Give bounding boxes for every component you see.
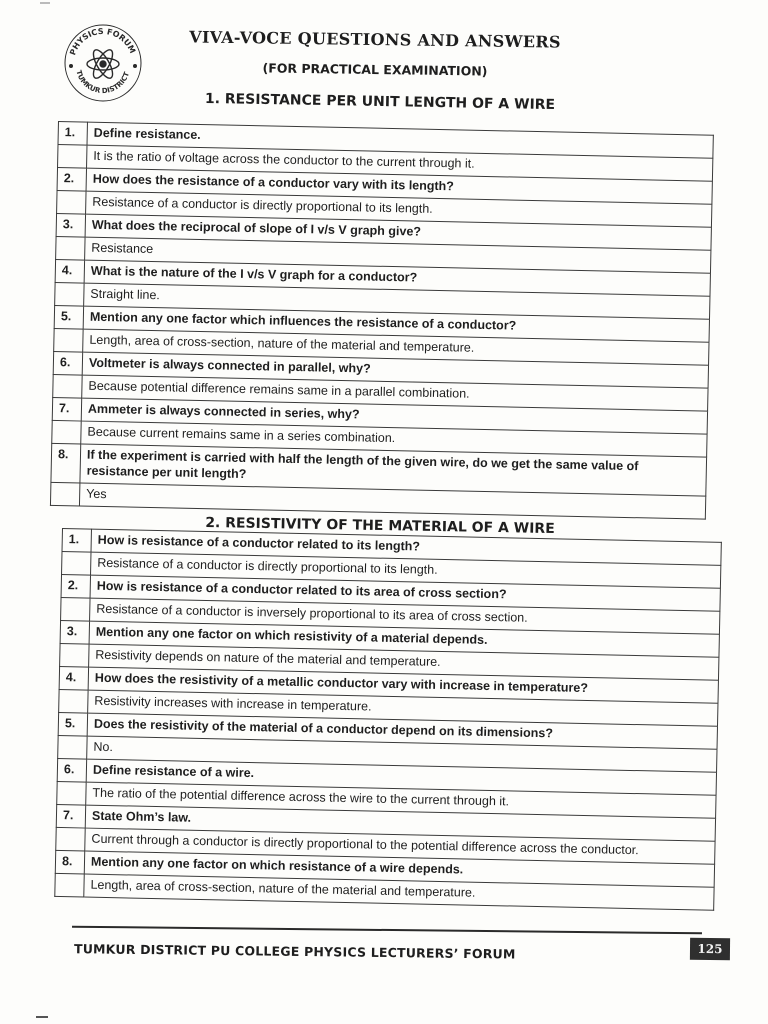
question-text: If the experiment is carried with half the length of the given wire, do we get the same value of resistance per unit length? <box>80 444 707 496</box>
question-text: Voltmeter is always connected in parallel, why? <box>82 352 708 388</box>
question-text: How is resistance of a conductor related to its area of cross section? <box>90 575 720 611</box>
question-number: 4. <box>59 666 88 690</box>
question-number: 5. <box>58 712 87 736</box>
question-text: Define resistance. <box>87 122 713 158</box>
page-number: 125 <box>690 938 730 960</box>
answer-text: Resistance of a conductor is inversely proportional to its area of cross section. <box>90 598 720 634</box>
question-text: How does the resistivity of a metallic conductor vary with increase in temperature? <box>88 667 718 703</box>
answer-text: Because potential difference remains same in a parallel combination. <box>82 375 708 411</box>
answer-text: No. <box>87 736 717 772</box>
section-title: 2. RESISTIVITY OF THE MATERIAL OF A WIRE <box>205 514 555 538</box>
page-title: VIVA-VOCE QUESTIONS AND ANSWERS <box>189 27 561 52</box>
answer-text: Resistance of a conductor is directly proportional to its length. <box>86 191 712 227</box>
section-title: 1. RESISTANCE PER UNIT LENGTH OF A WIRE <box>204 90 556 114</box>
question-number: 8. <box>51 443 81 483</box>
question-number: 4. <box>55 259 84 283</box>
footer-text: TUMKUR DISTRICT PU COLLEGE PHYSICS LECTURERS’ FORUM <box>73 941 516 962</box>
question-text: What is the nature of the I v/s V graph for a conductor? <box>84 260 710 296</box>
question-number: 8. <box>55 850 84 874</box>
question-number: 5. <box>54 305 83 329</box>
answer-text: Length, area of cross-section, nature of the material and temperature. <box>84 874 714 910</box>
question-number: 6. <box>57 758 86 782</box>
question-number: 1. <box>62 529 91 553</box>
question-text: How is resistance of a conductor related to its length? <box>91 529 721 565</box>
page-subtitle: (FOR PRACTICAL EXAMINATION) <box>262 60 488 79</box>
question-number: 6. <box>53 351 82 375</box>
answer-text: Yes <box>79 483 705 519</box>
question-text: What does the reciprocal of slope of I v/s V graph give? <box>85 214 711 250</box>
answer-text: It is the ratio of voltage across the conductor to the current through it. <box>87 145 713 181</box>
svg-text:TUMKUR DISTRICT: TUMKUR DISTRICT <box>74 69 132 96</box>
question-text: State Ohm’s law. <box>85 805 715 841</box>
scan-artifact <box>36 1016 48 1018</box>
answer-text: Current through a conductor is directly proportional to the potential difference across the conductor. <box>85 828 715 864</box>
answer-text: Resistivity depends on nature of the material and temperature. <box>89 644 719 680</box>
physics-forum-seal-logo <box>62 22 144 104</box>
qa-table <box>50 121 714 520</box>
svg-text:PHYSICS FORUM: PHYSICS FORUM <box>68 26 138 57</box>
answer-text: Length, area of cross-section, nature of the material and temperature. <box>83 329 709 365</box>
answer-text: Straight line. <box>84 283 710 319</box>
question-text: Define resistance of a wire. <box>86 759 716 795</box>
atom-icon <box>87 47 119 81</box>
answer-text: Because current remains same in a series combination. <box>81 421 707 457</box>
question-number: 2. <box>61 575 90 599</box>
scan-artifact <box>40 2 50 4</box>
question-text: Mention any one factor on which resistivity of a material depends. <box>89 621 719 657</box>
question-number: 7. <box>56 804 85 828</box>
question-text: Does the resistivity of the material of a conductor depend on its dimensions? <box>87 713 717 749</box>
question-number: 7. <box>52 397 81 421</box>
footer-rule <box>72 926 702 935</box>
qa-table <box>54 528 722 911</box>
question-text: Mention any one factor which influences the resistance of a conductor? <box>83 306 709 342</box>
answer-text: Resistance <box>85 237 711 273</box>
answer-text: The ratio of the potential difference across the wire to the current through it. <box>86 782 716 818</box>
answer-text: Resistance of a conductor is directly proportional to its length. <box>91 552 721 588</box>
question-text: Mention any one factor on which resistance of a wire depends. <box>84 851 714 887</box>
question-number: 2. <box>57 168 86 192</box>
answer-text: Resistivity increases with increase in temperature. <box>88 690 718 726</box>
question-number: 3. <box>60 620 89 644</box>
question-text: Ammeter is always connected in series, why? <box>81 398 707 434</box>
question-text: How does the resistance of a conductor vary with its length? <box>86 168 712 204</box>
question-number: 3. <box>56 213 85 237</box>
question-number: 1. <box>58 122 87 146</box>
